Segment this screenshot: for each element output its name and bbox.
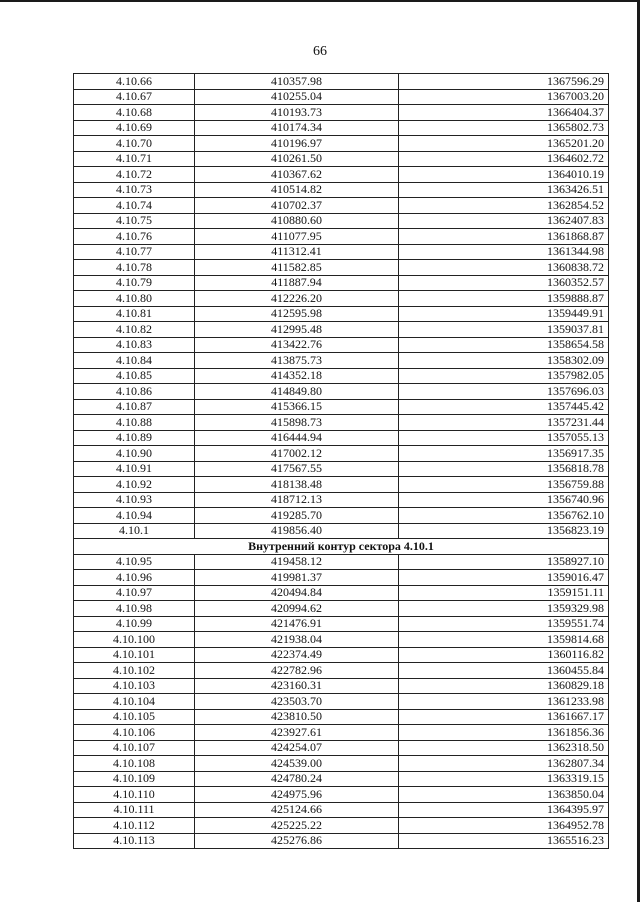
x-coordinate-cell: 418712.13 (195, 492, 399, 508)
point-number-cell: 4.10.66 (74, 74, 195, 90)
x-coordinate-cell: 425225.22 (195, 818, 399, 834)
table-row (74, 461, 609, 477)
x-coordinate-cell: 411887.94 (195, 275, 399, 291)
y-coordinate-cell: 1356740.96 (399, 492, 609, 508)
point-number-cell: 4.10.93 (74, 492, 195, 508)
point-number-cell: 4.10.85 (74, 368, 195, 384)
x-coordinate-cell: 413875.73 (195, 353, 399, 369)
table-row (74, 647, 609, 663)
scan-edge-top (0, 0, 640, 2)
table-row (74, 678, 609, 694)
table-row (74, 663, 609, 679)
table-row (74, 229, 609, 245)
point-number-cell: 4.10.95 (74, 554, 195, 570)
y-coordinate-cell: 1362807.34 (399, 756, 609, 772)
y-coordinate-cell: 1361344.98 (399, 244, 609, 260)
y-coordinate-cell: 1364010.19 (399, 167, 609, 183)
table-row (74, 182, 609, 198)
point-number-cell: 4.10.111 (74, 802, 195, 818)
table-row (74, 167, 609, 183)
table-row (74, 725, 609, 741)
y-coordinate-cell: 1359888.87 (399, 291, 609, 307)
x-coordinate-cell: 425276.86 (195, 833, 399, 849)
point-number-cell: 4.10.74 (74, 198, 195, 214)
table-row (74, 105, 609, 121)
table-row (74, 306, 609, 322)
x-coordinate-cell: 412226.20 (195, 291, 399, 307)
y-coordinate-cell: 1364952.78 (399, 818, 609, 834)
x-coordinate-cell: 424539.00 (195, 756, 399, 772)
table-section-heading (74, 539, 609, 555)
coordinates-table (73, 73, 609, 849)
x-coordinate-cell: 425124.66 (195, 802, 399, 818)
y-coordinate-cell: 1363426.51 (399, 182, 609, 198)
point-number-cell: 4.10.108 (74, 756, 195, 772)
table-row (74, 818, 609, 834)
x-coordinate-cell: 410880.60 (195, 213, 399, 229)
table-row (74, 151, 609, 167)
table-row (74, 244, 609, 260)
x-coordinate-cell: 410261.50 (195, 151, 399, 167)
point-number-cell: 4.10.72 (74, 167, 195, 183)
table-row (74, 616, 609, 632)
x-coordinate-cell: 421938.04 (195, 632, 399, 648)
section-heading-row (74, 539, 609, 555)
table-row (74, 523, 609, 539)
x-coordinate-cell: 422782.96 (195, 663, 399, 679)
point-number-cell: 4.10.78 (74, 260, 195, 276)
x-coordinate-cell: 417567.55 (195, 461, 399, 477)
x-coordinate-cell: 412595.98 (195, 306, 399, 322)
y-coordinate-cell: 1366404.37 (399, 105, 609, 121)
table-row (74, 709, 609, 725)
point-number-cell: 4.10.77 (74, 244, 195, 260)
table-row (74, 260, 609, 276)
point-number-cell: 4.10.86 (74, 384, 195, 400)
table-row (74, 585, 609, 601)
x-coordinate-cell: 410174.34 (195, 120, 399, 136)
point-number-cell: 4.10.80 (74, 291, 195, 307)
point-number-cell: 4.10.90 (74, 446, 195, 462)
point-number-cell: 4.10.113 (74, 833, 195, 849)
x-coordinate-cell: 410255.04 (195, 89, 399, 105)
table-row (74, 136, 609, 152)
table-row (74, 120, 609, 136)
y-coordinate-cell: 1360352.57 (399, 275, 609, 291)
point-number-cell: 4.10.67 (74, 89, 195, 105)
y-coordinate-cell: 1360116.82 (399, 647, 609, 663)
point-number-cell: 4.10.97 (74, 585, 195, 601)
x-coordinate-cell: 410357.98 (195, 74, 399, 90)
point-number-cell: 4.10.73 (74, 182, 195, 198)
x-coordinate-cell: 419285.70 (195, 508, 399, 524)
table-row (74, 446, 609, 462)
table-row (74, 771, 609, 787)
table-row (74, 353, 609, 369)
table-row (74, 492, 609, 508)
y-coordinate-cell: 1361233.98 (399, 694, 609, 710)
table-row (74, 508, 609, 524)
x-coordinate-cell: 413422.76 (195, 337, 399, 353)
table-row (74, 756, 609, 772)
y-coordinate-cell: 1360829.18 (399, 678, 609, 694)
point-number-cell: 4.10.92 (74, 477, 195, 493)
point-number-cell: 4.10.98 (74, 601, 195, 617)
y-coordinate-cell: 1359151.11 (399, 585, 609, 601)
point-number-cell: 4.10.94 (74, 508, 195, 524)
y-coordinate-cell: 1357055.13 (399, 430, 609, 446)
x-coordinate-cell: 415898.73 (195, 415, 399, 431)
table-row (74, 787, 609, 803)
y-coordinate-cell: 1357696.03 (399, 384, 609, 400)
x-coordinate-cell: 415366.15 (195, 399, 399, 415)
x-coordinate-cell: 410193.73 (195, 105, 399, 121)
y-coordinate-cell: 1359037.81 (399, 322, 609, 338)
y-coordinate-cell: 1360838.72 (399, 260, 609, 276)
y-coordinate-cell: 1359016.47 (399, 570, 609, 586)
table-row (74, 368, 609, 384)
x-coordinate-cell: 411077.95 (195, 229, 399, 245)
y-coordinate-cell: 1359551.74 (399, 616, 609, 632)
y-coordinate-cell: 1356759.88 (399, 477, 609, 493)
point-number-cell: 4.10.75 (74, 213, 195, 229)
table-row (74, 198, 609, 214)
y-coordinate-cell: 1360455.84 (399, 663, 609, 679)
point-number-cell: 4.10.84 (74, 353, 195, 369)
x-coordinate-cell: 411312.41 (195, 244, 399, 260)
y-coordinate-cell: 1367596.29 (399, 74, 609, 90)
x-coordinate-cell: 410514.82 (195, 182, 399, 198)
x-coordinate-cell: 417002.12 (195, 446, 399, 462)
point-number-cell: 4.10.107 (74, 740, 195, 756)
y-coordinate-cell: 1362407.83 (399, 213, 609, 229)
point-number-cell: 4.10.76 (74, 229, 195, 245)
point-number-cell: 4.10.81 (74, 306, 195, 322)
y-coordinate-cell: 1357231.44 (399, 415, 609, 431)
table-row (74, 601, 609, 617)
table-row (74, 477, 609, 493)
point-number-cell: 4.10.105 (74, 709, 195, 725)
table-row (74, 833, 609, 849)
x-coordinate-cell: 420994.62 (195, 601, 399, 617)
y-coordinate-cell: 1361856.36 (399, 725, 609, 741)
point-number-cell: 4.10.91 (74, 461, 195, 477)
table-row (74, 275, 609, 291)
point-number-cell: 4.10.83 (74, 337, 195, 353)
point-number-cell: 4.10.110 (74, 787, 195, 803)
point-number-cell: 4.10.106 (74, 725, 195, 741)
table-row (74, 802, 609, 818)
x-coordinate-cell: 411582.85 (195, 260, 399, 276)
x-coordinate-cell: 423503.70 (195, 694, 399, 710)
point-number-cell: 4.10.70 (74, 136, 195, 152)
table-body-after-section (74, 554, 609, 849)
x-coordinate-cell: 424975.96 (195, 787, 399, 803)
point-number-cell: 4.10.82 (74, 322, 195, 338)
point-number-cell: 4.10.79 (74, 275, 195, 291)
table-row (74, 89, 609, 105)
table-row (74, 399, 609, 415)
y-coordinate-cell: 1358302.09 (399, 353, 609, 369)
x-coordinate-cell: 423927.61 (195, 725, 399, 741)
y-coordinate-cell: 1365201.20 (399, 136, 609, 152)
point-number-cell: 4.10.112 (74, 818, 195, 834)
y-coordinate-cell: 1364602.72 (399, 151, 609, 167)
y-coordinate-cell: 1356823.19 (399, 523, 609, 539)
y-coordinate-cell: 1362854.52 (399, 198, 609, 214)
point-number-cell: 4.10.87 (74, 399, 195, 415)
x-coordinate-cell: 414849.80 (195, 384, 399, 400)
y-coordinate-cell: 1365802.73 (399, 120, 609, 136)
y-coordinate-cell: 1367003.20 (399, 89, 609, 105)
section-heading: Внутренний контур сектора 4.10.1 (74, 539, 609, 555)
table-row (74, 384, 609, 400)
y-coordinate-cell: 1357445.42 (399, 399, 609, 415)
point-number-cell: 4.10.104 (74, 694, 195, 710)
y-coordinate-cell: 1359814.68 (399, 632, 609, 648)
point-number-cell: 4.10.109 (74, 771, 195, 787)
y-coordinate-cell: 1359449.91 (399, 306, 609, 322)
x-coordinate-cell: 418138.48 (195, 477, 399, 493)
y-coordinate-cell: 1364395.97 (399, 802, 609, 818)
point-number-cell: 4.10.102 (74, 663, 195, 679)
table-row (74, 430, 609, 446)
y-coordinate-cell: 1363319.15 (399, 771, 609, 787)
y-coordinate-cell: 1365516.23 (399, 833, 609, 849)
y-coordinate-cell: 1358927.10 (399, 554, 609, 570)
table-row (74, 322, 609, 338)
table-row (74, 694, 609, 710)
table-row (74, 213, 609, 229)
y-coordinate-cell: 1356762.10 (399, 508, 609, 524)
table-row (74, 337, 609, 353)
x-coordinate-cell: 412995.48 (195, 322, 399, 338)
x-coordinate-cell: 423160.31 (195, 678, 399, 694)
table-row (74, 632, 609, 648)
point-number-cell: 4.10.88 (74, 415, 195, 431)
point-number-cell: 4.10.103 (74, 678, 195, 694)
y-coordinate-cell: 1358654.58 (399, 337, 609, 353)
table-row (74, 291, 609, 307)
x-coordinate-cell: 424780.24 (195, 771, 399, 787)
point-number-cell: 4.10.96 (74, 570, 195, 586)
y-coordinate-cell: 1359329.98 (399, 601, 609, 617)
x-coordinate-cell: 419856.40 (195, 523, 399, 539)
point-number-cell: 4.10.100 (74, 632, 195, 648)
table-row (74, 570, 609, 586)
point-number-cell: 4.10.99 (74, 616, 195, 632)
x-coordinate-cell: 423810.50 (195, 709, 399, 725)
table-row (74, 415, 609, 431)
y-coordinate-cell: 1361868.87 (399, 229, 609, 245)
x-coordinate-cell: 416444.94 (195, 430, 399, 446)
point-number-cell: 4.10.89 (74, 430, 195, 446)
y-coordinate-cell: 1356818.78 (399, 461, 609, 477)
y-coordinate-cell: 1357982.05 (399, 368, 609, 384)
x-coordinate-cell: 421476.91 (195, 616, 399, 632)
table-row (74, 554, 609, 570)
point-number-cell: 4.10.71 (74, 151, 195, 167)
x-coordinate-cell: 424254.07 (195, 740, 399, 756)
x-coordinate-cell: 410702.37 (195, 198, 399, 214)
point-number-cell: 4.10.101 (74, 647, 195, 663)
y-coordinate-cell: 1362318.50 (399, 740, 609, 756)
point-number-cell: 4.10.1 (74, 523, 195, 539)
point-number-cell: 4.10.68 (74, 105, 195, 121)
x-coordinate-cell: 419458.12 (195, 554, 399, 570)
x-coordinate-cell: 410367.62 (195, 167, 399, 183)
x-coordinate-cell: 422374.49 (195, 647, 399, 663)
table-row (74, 740, 609, 756)
table-row (74, 74, 609, 90)
point-number-cell: 4.10.69 (74, 120, 195, 136)
x-coordinate-cell: 419981.37 (195, 570, 399, 586)
x-coordinate-cell: 414352.18 (195, 368, 399, 384)
y-coordinate-cell: 1356917.35 (399, 446, 609, 462)
x-coordinate-cell: 410196.97 (195, 136, 399, 152)
y-coordinate-cell: 1361667.17 (399, 709, 609, 725)
y-coordinate-cell: 1363850.04 (399, 787, 609, 803)
page-number: 66 (313, 44, 327, 59)
x-coordinate-cell: 420494.84 (195, 585, 399, 601)
table-body-before-section (74, 74, 609, 539)
